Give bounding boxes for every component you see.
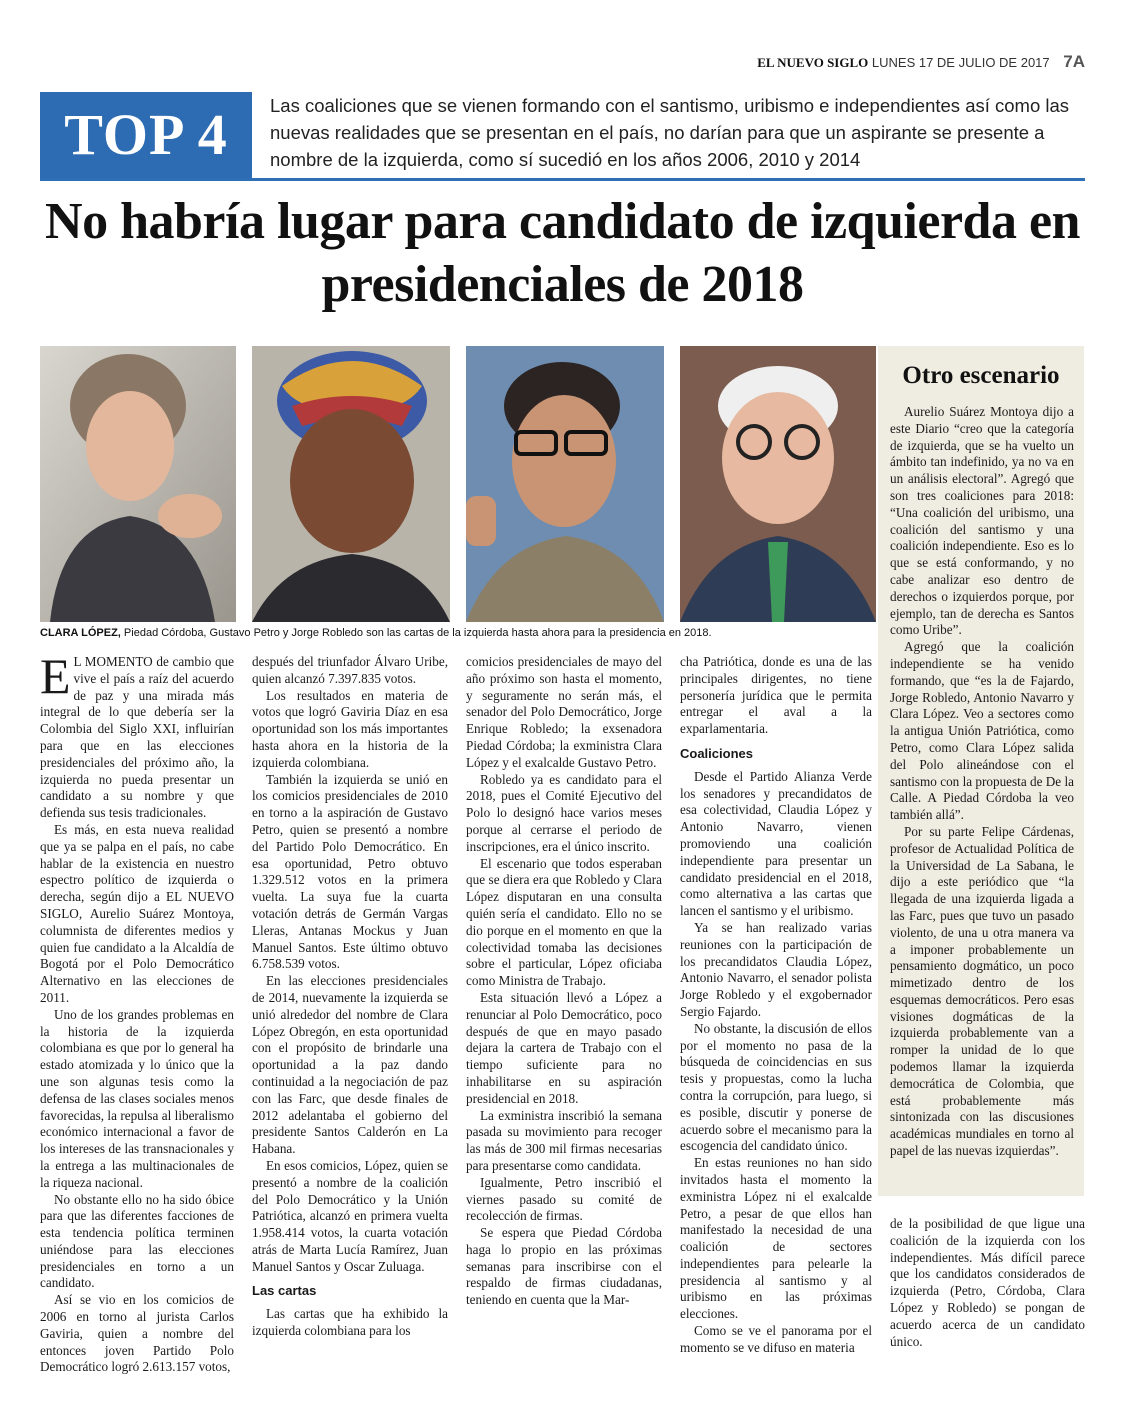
body-paragraph: Desde el Partido Alianza Verde los senadores y precandidatos de esa colectividad, Claudia López y Antonio Navarro, vienen promoviendo una coalición independiente para presentar un candidato presidencial en el 2018, como alternativa a las cartas que lancen el santismo y el uribismo. bbox=[680, 768, 872, 919]
drop-cap: E bbox=[40, 648, 71, 704]
body-paragraph: cha Patriótica, donde es una de las principales dirigentes, no tiene personería jurídica que le permita entregar el aval a la exparlamentaria. bbox=[680, 654, 872, 737]
column-1 bbox=[40, 648, 234, 1376]
body-paragraph: No obstante, la discusión de ellos por el momento no pasa de la búsqueda de coincidencias en sus tesis y propuestas, como la lucha contra la corrupción, para luego, si es posible, discutir y ponerse de acuerdo sobre el mecanismo para la escogencia del candidato único. bbox=[680, 1020, 872, 1154]
issue-date: LUNES 17 DE JULIO DE 2017 bbox=[871, 55, 1050, 70]
lead-text: L MOMENTO de cambio que vive el país a raíz del acuerdo de paz y una mirada más integral de lo que debería ser la Colombia del Siglo XXI, influirían para que en las elecciones presidenciales del próximo año, la izquierda no pueda presentar un candidato a su nombre y que defienda sus tesis tradicionales. bbox=[40, 654, 234, 821]
body-paragraph: Las cartas que ha exhibido la izquierda colombiana para los bbox=[252, 1306, 448, 1339]
body-paragraph: Se espera que Piedad Córdoba haga lo propio en las próximas semanas para inscribirse con el respaldo de firmas ciudadanas, teniendo en cuenta que la Mar- bbox=[466, 1225, 662, 1308]
body-paragraph: Esta situación llevó a López a renunciar al Polo Democrático, poco después de que en mayo pasado dejara la cartera de Trabajo con el tiempo suficiente para no inhabilitarse en su aspiración presidencial en 2018. bbox=[466, 989, 662, 1106]
body-paragraph: Los resultados en materia de votos que logró Gaviria Díaz en esa oportunidad son los más importantes hasta ahora en la historia de la izquierda colombiana. bbox=[252, 687, 448, 770]
body-paragraph: No obstante ello no ha sido óbice para que las diferentes facciones de esta tendencia política terminen uniéndose para las elecciones presidenciales en torno a un candidato. bbox=[40, 1191, 234, 1291]
body-paragraph: comicios presidenciales de mayo del año próximo son hasta el momento, y seguramente no serán más, el senador del Polo Democrático, Jorge Enrique Robledo; la exsenadora Piedad Córdoba; la exministra Clara López y el exalcalde Gustavo Petro. bbox=[466, 654, 662, 770]
headline: No habría lugar para candidato de izquierda en presidenciales de 2018 bbox=[45, 193, 1080, 313]
body-paragraph: Uno de los grandes problemas en la historia de la izquierda colombiana es que por lo general ha estado atomizada y lo único que la une son algunas tesis como la defensa de las clases sociales menos favorecidas, la repulsa al liberalismo económico internacional a favor de los intereses de las transnacionales y la entrega a las multinacionales de la riqueza nacional. bbox=[40, 1006, 234, 1190]
body-paragraph: El escenario que todos esperaban que se diera era que Robledo y Clara López disputaran en una consulta quién sería el candidato. Ello no se dio porque en el momento en que la colectividad tomaba las decisiones sobre el particular, López oficiaba como Ministra de Trabajo. bbox=[466, 855, 662, 989]
column-4 bbox=[680, 654, 872, 1357]
masthead bbox=[757, 52, 1085, 72]
page-number: 7A bbox=[1063, 52, 1085, 71]
body-paragraph: Ya se han realizado varias reuniones con la participación de los precandidatos Claudia López, Antonio Navarro, el senador polista Jorge Robledo y el exgobernador Sergio Fajardo. bbox=[680, 919, 872, 1019]
subheading-las-cartas: Las cartas bbox=[252, 1283, 317, 1299]
body-paragraph: Así se vio en los comicios de 2006 en torno al jurista Carlos Gaviria, quien a nombre del entonces joven Partido Polo Democrático logró 2.613.157 votos, bbox=[40, 1292, 234, 1375]
section-banner bbox=[40, 92, 1085, 181]
photo-gustavo-petro bbox=[466, 346, 664, 622]
caption-lead: CLARA LÓPEZ, bbox=[40, 627, 121, 639]
body-paragraph: En estas reuniones no han sido invitados hasta el momento la exministra López ni el exalcalde Petro, a pesar de que ellos han manifestado la necesidad de una coalición de sectores independientes para pelearle la presidencia al santismo y al uribismo en las próximas elecciones. bbox=[680, 1155, 872, 1322]
subheading-coaliciones: Coaliciones bbox=[680, 745, 753, 761]
body-paragraph: Es más, en esta nueva realidad que ya se palpa en el país, no cabe hablar de la existencia en nuestro espectro político de izquierda o derecha, según dijo a EL NUEVO SIGLO, Aurelio Suárez Montoya, columnista de diferentes medios y quien fue candidato a la Alcaldía de Bogotá por el Polo Democrático Alternativo en las elecciones de 2011. bbox=[40, 821, 234, 1005]
photo-piedad-cordoba bbox=[252, 346, 450, 622]
newspaper-name: EL NUEVO SIGLO bbox=[757, 55, 869, 70]
lead-paragraph bbox=[40, 648, 234, 822]
column-3 bbox=[466, 654, 662, 1309]
sidebar-title: Otro escenario bbox=[902, 362, 1060, 389]
photo-clara-lopez bbox=[40, 346, 236, 622]
body-paragraph: En esos comicios, López, quien se presentó a nombre de la coalición del Polo Democrático y la Unión Patriótica, alcanzó en primera vuelta 1.958.414 votos, la cuarta votación atrás de Marta Lucía Ramírez, Juan Manuel Santos y Oscar Zuluaga. bbox=[252, 1157, 448, 1274]
body-paragraph: después del triunfador Álvaro Uribe, quien alcanzó 7.397.835 votos. bbox=[252, 654, 448, 686]
body-paragraph: de la posibilidad de que ligue una coalición de la izquierda con los independientes. Más difícil parece que los candidatos considerados de izquierda (Petro, Córdoba, Clara López y Robledo) se pongan de acuerdo acerca de un candidato único. bbox=[890, 1216, 1085, 1349]
column-5-continuation bbox=[890, 1216, 1085, 1350]
body-paragraph: La exministra inscribió la semana pasada su movimiento para recoger las más de 300 mil firmas necesarias para presentarse como candidata. bbox=[466, 1107, 662, 1173]
photo-jorge-robledo bbox=[680, 346, 876, 622]
body-paragraph: Igualmente, Petro inscribió el viernes pasado su comité de recolección de firmas. bbox=[466, 1174, 662, 1224]
section-tag: TOP 4 bbox=[40, 92, 252, 178]
body-paragraph: Robledo ya es candidato para el 2018, pues el Comité Ejecutivo del Polo lo designó hace varios meses porque al cerrarse el periodo de inscripciones, era el único inscrito. bbox=[466, 771, 662, 854]
deck-summary: Las coaliciones que se vienen formando con el santismo, uribismo e independientes así como las nuevas realidades que se presentan en el país, no darían para que un aspirante se presente a nombre de la izquierda, como sí sucedió en los años 2006, 2010 y 2014 bbox=[270, 95, 1070, 170]
column-2 bbox=[252, 654, 448, 1340]
sidebar-paragraph: Por su parte Felipe Cárdenas, profesor de Actualidad Política de la Universidad de La Sabana, le dijo a este periódico que “la llegada de una izquierda ligada a las Farc, pues que tuvo un pasado violento, de una u otra manera va a imponer probablemente un pensamiento dogmático, un poco mimetizado dentro de los esquemas democráticos. Pero esas visiones dogmáticas de la izquierda probablemente van a romper la unidad de lo que podemos llamar la izquierda democrática de Colombia, que está probablemente más sintonizada con las discusiones académicas mundiales en torno al papel de las nuevas izquierdas”. bbox=[890, 823, 1074, 1159]
sidebar-paragraph: Agregó que la coalición independiente se ha venido formando, que “es la de Fajardo, Jorge Robledo, Antonio Navarro y Clara López. Veo a sectores como la antigua Unión Patriótica, como Petro, como Clara López salida del Polo alineándose con el santismo con la propuesta de De la Calle. A Piedad Córdoba la veo también allá”. bbox=[890, 639, 1074, 823]
photo-caption bbox=[40, 627, 870, 639]
body-paragraph: Como se ve el panorama por el momento se ve difuso en materia bbox=[680, 1323, 872, 1355]
sidebar-box bbox=[878, 346, 1084, 1196]
caption-text: Piedad Córdoba, Gustavo Petro y Jorge Robledo son las cartas de la izquierda hasta ahora para la presidencia en 2018. bbox=[120, 627, 712, 639]
body-paragraph: También la izquierda se unió en los comicios presidenciales de 2010 en torno a la aspiración de Gustavo Petro, quien se presentó a nombre del Partido Polo Democrático. En esa oportunidad, Petro obtuvo 1.329.512 votos en la primera vuelta. La suya fue la cuarta votación detrás de Germán Vargas Lleras, Antanas Mockus y Juan Manuel Santos. Este último obtuvo 6.758.539 votos. bbox=[252, 771, 448, 972]
sidebar-paragraph: Aurelio Suárez Montoya dijo a este Diario “creo que la categoría de izquierda, que se ha vuelto un ámbito tan indefinido, ya no va en un análisis electoral”. Agregó que son tres coaliciones para 2018: “Una coalición del uribismo, una coalición del santismo y una coalición independiente. Eso es lo que se está conformando, y no cabe analizar eso dentro de derechos o izquierdos porque, por ejemplo, tan de derecha es Santos como Uribe”. bbox=[890, 404, 1074, 638]
body-paragraph: En las elecciones presidenciales de 2014, nuevamente la izquierda se unió alrededor del nombre de Clara López Obregón, en esta oportunidad con el propósito de brindarle una oportunidad a la paz dando continuidad a la negociación de paz con las Farc, que desde finales de 2012 adelantaba el gobierno del presidente Santos Calderón en La Habana. bbox=[252, 973, 448, 1157]
